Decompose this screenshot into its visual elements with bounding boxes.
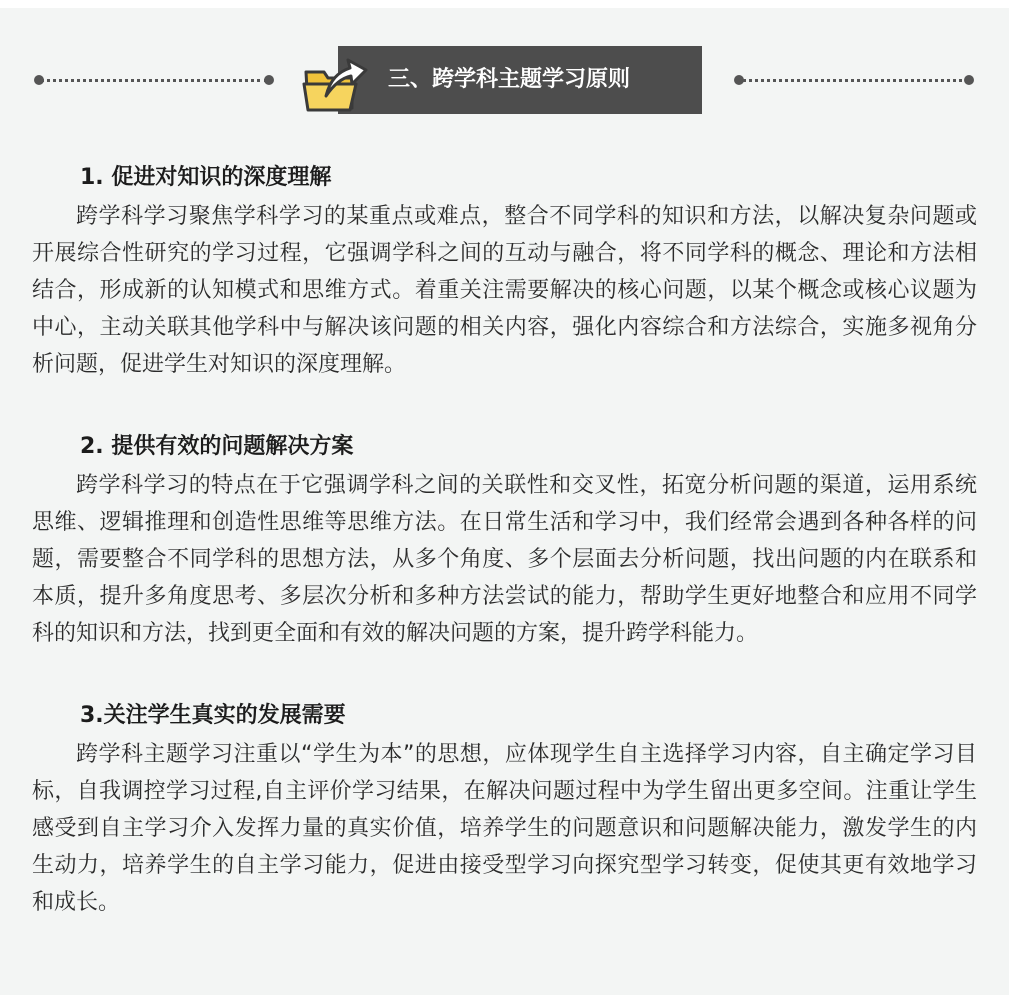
section-3-heading: 3.关注学生真实的发展需要 bbox=[80, 703, 346, 728]
section-2-paragraph: 跨学科学习的特点在于它强调学科之间的关联性和交叉性，拓宽分析问题的渠道，运用系统思维、逻辑推理和创造性思维等思维方法。在日常生活和学习中，我们经常会遇到各种各样的问题，需要整合不同学科的思想方法，从多个角度、多个层面去分析问题，找出问题的内在联系和本质，提升多角度思考、多层次分析和多种方法尝试的能力，帮助学生更好地整合和应用不同学科的知识和方法，找到更全面和有效的解决问题的方案，提升跨学科能力。 bbox=[32, 473, 977, 646]
section-3-paragraph: 跨学科主题学习注重以“学生为本”的思想，应体现学生自主选择学习内容，自主确定学习目标，自我调控学习过程,自主评价学习结果，在解决问题过程中为学生留出更多空间。注重让学生感受到自主学习介入发挥力量的真实价值，培养学生的问题意识和问题解决能力，激发学生的内生动力，培养学生的自主学习能力，促进由接受型学习向探究型学习转变，促使其更有效地学习和成长。 bbox=[32, 742, 977, 915]
page-title: 三、跨学科主题学习原则 bbox=[388, 67, 631, 92]
section-2 bbox=[32, 427, 977, 652]
page-background bbox=[0, 8, 1009, 995]
right-dot-end bbox=[964, 75, 974, 85]
folder-arrow-icon bbox=[300, 50, 370, 116]
section-3 bbox=[32, 696, 977, 921]
left-dotted-divider bbox=[40, 79, 268, 82]
section-1-paragraph: 跨学科学习聚焦学科学习的某重点或难点，整合不同学科的知识和方法，以解决复杂问题或开展综合性研究的学习过程，它强调学科之间的互动与融合，将不同学科的概念、理论和方法相结合，形成新的认知模式和思维方式。着重关注需要解决的核心问题，以某个概念或核心议题为中心，主动关联其他学科中与解决该问题的相关内容，强化内容综合和方法综合，实施多视角分析问题，促进学生对知识的深度理解。 bbox=[32, 204, 977, 377]
article-content bbox=[32, 158, 977, 965]
section-1-heading: 1. 促进对知识的深度理解 bbox=[80, 165, 332, 190]
section-header bbox=[0, 46, 1009, 116]
right-dotted-divider bbox=[738, 79, 968, 82]
left-dot-end bbox=[264, 75, 274, 85]
section-1 bbox=[32, 158, 977, 383]
section-2-heading: 2. 提供有效的问题解决方案 bbox=[80, 434, 354, 459]
